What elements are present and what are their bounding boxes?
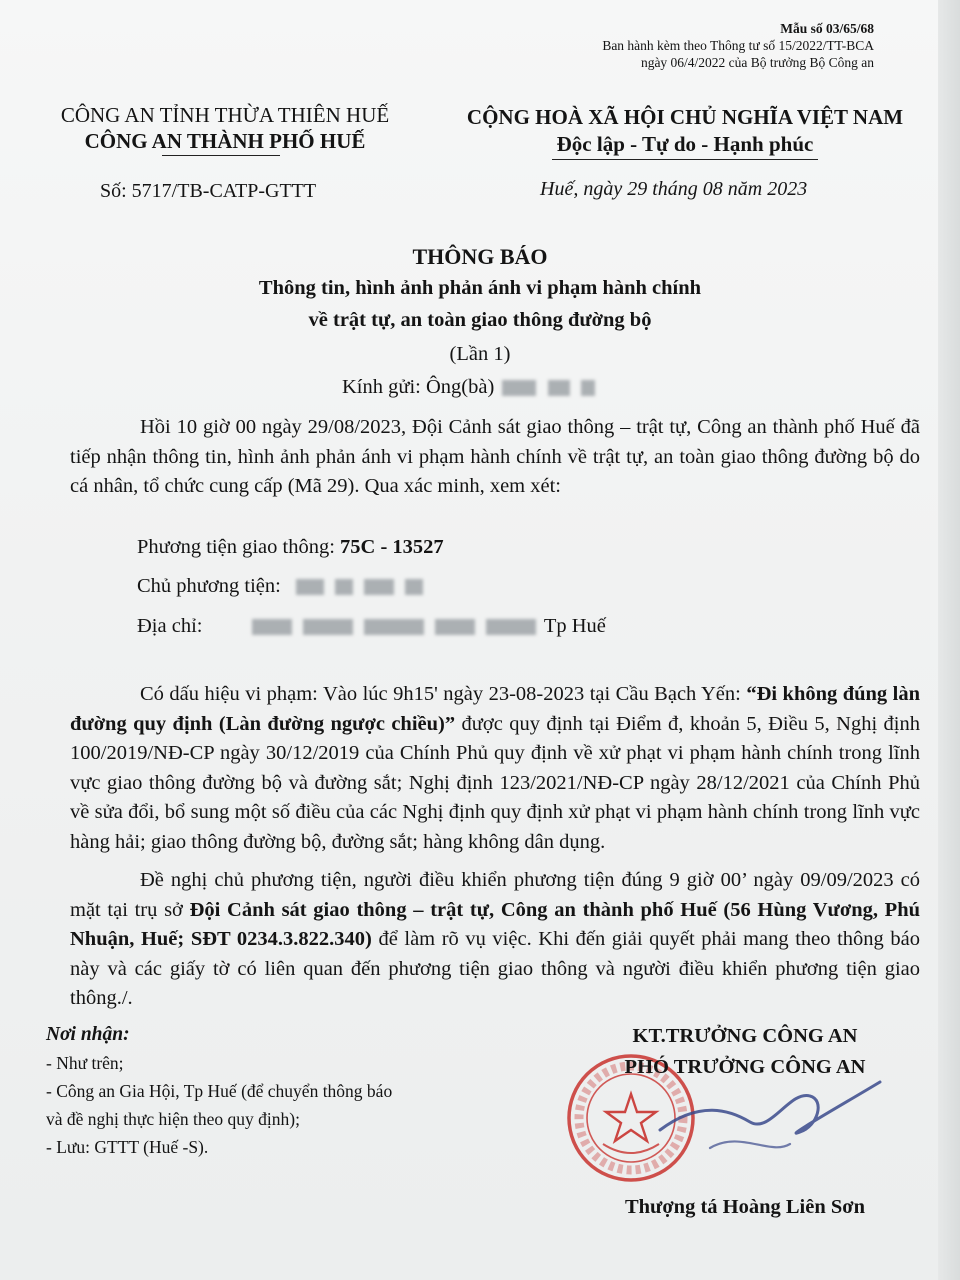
document-title: THÔNG BÁO <box>412 244 548 269</box>
request-office: Đội Cảnh sát giao thông – trật tự, Công an thành phố Huế (56 Hùng Vương, Phú Nhuận, Huế; SĐT 0234.3.822.340) <box>70 898 920 950</box>
violation-description: “Đi không đúng làn đường quy định (Làn đường ngược chiều)” <box>70 683 920 735</box>
paragraph-intro: Hồi 10 giờ 00 ngày 29/08/2023, Đội Cảnh sát giao thông – trật tự, Công an thành phố Huế đã tiếp nhận thông tin, hình ảnh phản ánh vi phạm hành chính về trật tự, an toàn giao thông đường bộ do cá nhân, tổ chức cung cấp (Mã 29). Qua xác minh, xem xét: <box>70 416 920 497</box>
salutation <box>342 376 598 399</box>
recipient-item: - Lưu: GTTT (Huế -S). <box>46 1137 209 1157</box>
form-metadata <box>602 20 874 71</box>
redacted-owner-block <box>364 579 394 595</box>
redacted-owner-block <box>296 579 324 595</box>
nation-name: CỘNG HOÀ XÃ HỘI CHỦ NGHĨA VIỆT NAM <box>466 105 904 129</box>
document-number: Số: 5717/TB-CATP-GTTT <box>100 180 317 202</box>
salutation-label: Kính gửi: Ông(bà) <box>342 376 495 398</box>
violation-legal-basis: được quy định tại Điểm đ, khoản 5, Điều 5, Nghị định 100/2019/NĐ-CP ngày 30/12/2019 của Chính Phủ quy định về xử phạt vi phạm hành chính trong lĩnh vực giao thông đường bộ và đường sắt; Nghị định 123/2021/NĐ-CP ngày 28/12/2021 của Chính Phủ về sửa đổi, bổ sung một số điều của các Nghị định quy định xử phạt vi phạm hành chính trong lĩnh vực hàng hải; giao thông đường bộ, đường sắt; hàng không dân dụng. <box>70 712 920 853</box>
redacted-owner-block <box>405 579 423 595</box>
signer-name: Thượng tá Hoàng Liên Sơn <box>624 1196 866 1218</box>
redacted-name-block <box>502 380 536 396</box>
title-block <box>0 242 960 370</box>
paragraph-request <box>70 866 920 1014</box>
form-issued-line-2: ngày 06/4/2022 của Bộ trưởng Bộ Công an <box>640 55 874 70</box>
national-header <box>440 104 930 160</box>
agency-department: CÔNG AN THÀNH PHỐ HUẾ <box>84 129 366 153</box>
agency-underline <box>162 155 280 156</box>
signature-title-1: KT.TRƯỞNG CÔNG AN <box>632 1025 858 1047</box>
redacted-address-block <box>435 619 475 635</box>
owner-label: Chủ phương tiện: <box>137 575 281 597</box>
document-subtitle-2: về trật tự, an toàn giao thông đường bộ <box>308 309 652 331</box>
recipients-heading: Nơi nhận: <box>46 1024 130 1045</box>
vehicle-plate: 75C - 13527 <box>340 536 444 558</box>
attempt-number: (Lần 1) <box>449 343 511 365</box>
page-edge-shadow <box>938 0 960 1280</box>
agency-parent: CÔNG AN TỈNH THỪA THIÊN HUẾ <box>60 103 390 127</box>
nation-motto: Độc lập - Tự do - Hạnh phúc <box>556 132 814 156</box>
redacted-address-block <box>303 619 353 635</box>
document-subtitle-1: Thông tin, hình ảnh phản ánh vi phạm hành chính <box>258 277 702 299</box>
signature-title-2: PHÓ TRƯỞNG CÔNG AN <box>624 1056 866 1078</box>
violation-lead: Có dấu hiệu vi phạm: Vào lúc 9h15' ngày 23-08-2023 tại Cầu Bạch Yến: <box>140 683 747 705</box>
redacted-owner-block <box>335 579 353 595</box>
motto-underline <box>552 159 818 160</box>
redacted-address-block <box>486 619 536 635</box>
redacted-name-block <box>581 380 595 396</box>
vehicle-line <box>137 536 444 559</box>
form-issued-line-1: Ban hành kèm theo Thông tư số 15/2022/TT-BCA <box>602 38 874 53</box>
redacted-name-block <box>548 380 570 396</box>
signature-header <box>560 1021 930 1083</box>
address-label: Địa chỉ: <box>137 615 203 637</box>
recipient-item: - Như trên; <box>46 1053 124 1073</box>
address-line <box>137 615 606 638</box>
request-rest: để làm rõ vụ việc. Khi đến giải quyết phải mang theo thông báo này và các giấy tờ có liên quan đến phương tiện giao thông và người điều khiển phương tiện giao thông./. <box>70 928 920 1009</box>
paragraph-violation <box>70 680 920 857</box>
place-date: Huế, ngày 29 tháng 08 năm 2023 <box>540 178 808 200</box>
redacted-address-block <box>364 619 424 635</box>
owner-line <box>137 575 426 598</box>
recipient-item: và đề nghị thực hiện theo quy định); <box>46 1109 300 1129</box>
vehicle-label: Phương tiện giao thông: <box>137 536 341 558</box>
recipient-item: - Công an Gia Hội, Tp Huế (để chuyển thông báo <box>46 1081 393 1101</box>
redacted-address-block <box>252 619 292 635</box>
issuing-agency <box>30 102 420 156</box>
form-code: Mẫu số 03/65/68 <box>780 21 874 36</box>
request-lead: Đề nghị chủ phương tiện, người điều khiển phương tiện đúng 9 giờ 00’ ngày 09/09/2023 có mặt tại trụ sở <box>70 869 920 921</box>
address-suffix: Tp Huế <box>543 615 606 637</box>
recipients-block <box>46 1021 392 1161</box>
